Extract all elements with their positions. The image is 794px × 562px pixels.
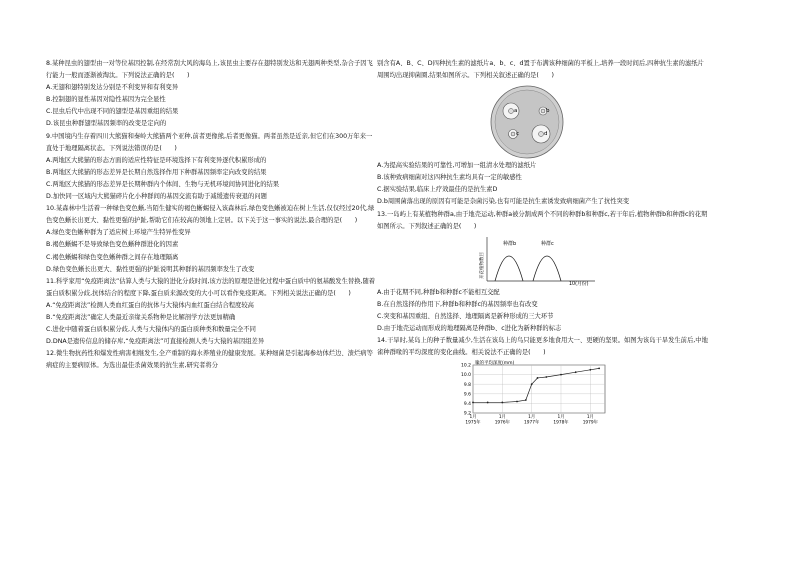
y-tick-label: 10.2 bbox=[460, 363, 471, 369]
petri-dish-svg bbox=[377, 82, 710, 160]
flowering-chart-figure bbox=[377, 233, 710, 287]
y-tick-label: 9.8 bbox=[463, 383, 471, 389]
flowering-chart-svg bbox=[377, 233, 710, 287]
question-line: 别含有A、B、C、D四种抗生素的滤纸片a、b、c、d置于布满该种细菌的平板上,培养一段时间后,四种抗生素的滤纸片周围均出现抑菌圈,结果如图所示。下列相关叙述正确的是( ) bbox=[377, 60, 704, 80]
option-line: D.绿色变色蜥长出更大、黏性更强的护趾说明其种群的基因频率发生了改变 bbox=[46, 265, 255, 273]
option-line: B.褐色蜥蜴不是导致绿色变色蜥种群进化的因素 bbox=[46, 241, 179, 249]
question-line: 8.某种昆虫的翅型由一对等位基因控制,在经常刮大风的海岛上,该昆虫主要存在翅特别发达和无翅两种类型,杂合子因飞行能力一般而逐渐被淘汰。下列说法正确的是( ) bbox=[46, 60, 373, 80]
beak-depth-line bbox=[473, 369, 599, 403]
data-point bbox=[472, 402, 474, 404]
x-tick-year: 1977年 bbox=[524, 420, 540, 426]
disc-label-a: a bbox=[514, 108, 518, 115]
y-tick-label: 10.0 bbox=[460, 373, 471, 379]
y-tick-label: 9.4 bbox=[463, 402, 471, 408]
curve-population-b bbox=[495, 256, 523, 281]
option-line: B.“免疫距离法”确定人类最近亲缘关系物种是比解剖学方法更加精确 bbox=[46, 313, 236, 321]
option-line: C.褐色蜥蜴和绿色变色蜥种群之间存在地理隔离 bbox=[46, 253, 179, 261]
option-line: C.据实验结果,临床上疗效最佳的是抗生素D bbox=[377, 186, 498, 194]
y-tick-label: 9.6 bbox=[463, 392, 471, 398]
curve-population-c bbox=[533, 256, 561, 281]
data-point bbox=[531, 384, 533, 386]
data-point bbox=[589, 369, 591, 371]
beak-depth-chart-figure bbox=[377, 359, 710, 425]
data-point bbox=[525, 399, 527, 401]
option-line: B.两地区大熊猫的形态差异是长期自然选择作用下种群基因频率定向改变的结果 bbox=[46, 168, 267, 176]
flower-x-label: 10(月份) bbox=[569, 281, 589, 287]
option-line: A.“免疫距离法”检测人类血红蛋白的抗体与大猿体内血红蛋白结合程度较高 bbox=[46, 301, 254, 309]
data-point bbox=[487, 402, 489, 404]
data-point bbox=[537, 377, 539, 379]
question-line: 10.某森林中生活着一种绿色变色蜥,当陌生健实的褐色蜥蜴侵入该森林后,绿色变色蜥被迫在树上生活,仅仅经过20代,绿色变色蜥长出更大、黏性更强的护趾,帮助它们在较高的领地上定居。以下关于这一事实的说法,最合理的是( ) bbox=[46, 205, 375, 225]
option-line: D.DNA是遗传信息的储存库,“免疫距离法”可直接检测人类与大猿的基因组差异 bbox=[46, 338, 265, 346]
data-point bbox=[501, 402, 503, 404]
right-column bbox=[377, 58, 710, 425]
option-line: D.由于地壳运动而形成的地理隔离是种群b、c进化为新种群的标志 bbox=[377, 325, 562, 333]
y-tick-label: 9.2 bbox=[463, 411, 471, 417]
filter-disc-c bbox=[511, 132, 515, 136]
option-line: A.绿色变色蜥种群为了适应树上环境产生特异性变异 bbox=[46, 229, 191, 237]
series-label-b: 种群b bbox=[503, 240, 517, 247]
x-tick-month: 1月 bbox=[469, 415, 477, 421]
option-line: A.由于花期不同,种群b和种群c不能相互交配 bbox=[377, 288, 500, 296]
flower-y-label: 开花植物数目 bbox=[480, 251, 485, 279]
x-tick-month: 1月 bbox=[528, 415, 536, 421]
option-line: A.无翅和翅特别发达分别是不利变异和有利变异 bbox=[46, 84, 179, 92]
filter-disc-d bbox=[539, 132, 544, 137]
y-axis-label: 喙的平均深度(mm) bbox=[475, 361, 515, 367]
x-tick-year: 1975年 bbox=[465, 420, 481, 426]
option-line: A.为提高实验结果的可靠性,可增加一组清水处理的滤纸片 bbox=[377, 162, 537, 170]
data-point bbox=[545, 376, 547, 378]
x-tick-month: 1月 bbox=[557, 415, 565, 421]
plot-frame bbox=[473, 365, 605, 413]
agar-plate bbox=[495, 90, 559, 154]
option-line: C.进化中随着蛋白质积累分歧,人类与大猿体内的蛋白质种类和数量完全不同 bbox=[46, 326, 256, 334]
x-tick-month: 1月 bbox=[586, 415, 594, 421]
x-tick-year: 1979年 bbox=[582, 420, 598, 426]
option-line: D.b周围菌落出现的原因有可能是杂菌污染,也有可能是抗生素诱发致病细菌产生了抗性突变 bbox=[377, 198, 630, 206]
question-line: 9.中国境内生存着四川大熊猫和秦岭大熊猫两个亚种,前者更像熊,后者更像猫。两者虽然是近亲,但它们在300万年来一直处于地理隔离状态。下列说法错误的是( ) bbox=[46, 132, 373, 152]
series-label-c: 种群c bbox=[541, 240, 554, 247]
option-line: A.两地区大熊猫的形态方面的适应性特征是环境选择下有利变异逐代积累形成的 bbox=[46, 156, 267, 164]
disc-label-c: c bbox=[516, 131, 520, 138]
option-line: D.加快同一区域内大熊猫碎片化小种群间的基因交流有助于减缓遗传衰退的问题 bbox=[46, 193, 267, 201]
disc-label-b: b bbox=[546, 108, 550, 115]
question-line: 11.科学家用“免疫距离法”估算人类与大猿的进化分歧时间,该方法的原理是进化过程中蛋白质中的氨基酸发生替换,随着蛋白质积累分歧,抗体结合的程度下降,蛋白质来源改变的大小可以看作免疫距离。下列相关说法正确的是( ) bbox=[46, 277, 376, 297]
beak-depth-chart-svg bbox=[377, 359, 710, 425]
option-line: B.在自然选择的作用下,种群b和种群c的基因频率也有改变 bbox=[377, 300, 538, 308]
question-line: 12.微生物抗药性和爆发性病害相继发生,全产重制的海水养殖业的健康发展。某种细菌是引起海参幼体烂边、溃烂病等病症的主要病原体。为选出最佳杀菌效果的抗生素,研究者将分 bbox=[46, 350, 373, 370]
question-line: 13.一岛屿上有某植物种群a,由于地壳运动,种群a被分割成两个不同的种群b和种群c,若干年后,植物种群b和种群c的花期如图所示。下列叙述正确的是( ) bbox=[377, 210, 708, 230]
option-line: C.两地区大熊猫的形态差异是长期种群内个体间、生物与无机环境间协同进化的结果 bbox=[46, 180, 280, 188]
filter-disc-a bbox=[509, 109, 514, 114]
x-tick-year: 1978年 bbox=[553, 420, 569, 426]
filter-disc-b bbox=[541, 109, 545, 113]
option-line: C.突变和基因重组、自然选择、地理隔离是新种形成的三大环节 bbox=[377, 312, 554, 320]
data-point bbox=[575, 372, 577, 374]
data-point bbox=[516, 401, 518, 403]
data-point bbox=[560, 374, 562, 376]
option-line: C.昆虫后代中出现不同的翅型是基因重组的结果 bbox=[46, 108, 179, 116]
option-line: B.控制翅的显性基因对隐性基因为完全显性 bbox=[46, 96, 166, 104]
petri-dish-figure bbox=[377, 82, 710, 160]
data-point bbox=[598, 368, 600, 370]
disc-label-d: d bbox=[544, 131, 548, 138]
option-line: D.该昆虫种群翅型基因频率的改变是定向的 bbox=[46, 120, 167, 128]
question-line: 14.干旱时,某岛上的种子数量减少,生活在该岛上的鸟只能更多地食用大一、更硬的坚果。如图为该岛干旱发生前后,中地雀种群喙的平均深度的变化曲线。相关说法不正确的是( ) bbox=[377, 337, 708, 357]
left-column bbox=[46, 58, 376, 372]
x-tick-month: 1月 bbox=[498, 415, 506, 421]
option-line: B.该种致病细菌对这四种抗生素均具有一定的敏感性 bbox=[377, 174, 522, 182]
x-tick-year: 1976年 bbox=[494, 420, 510, 426]
